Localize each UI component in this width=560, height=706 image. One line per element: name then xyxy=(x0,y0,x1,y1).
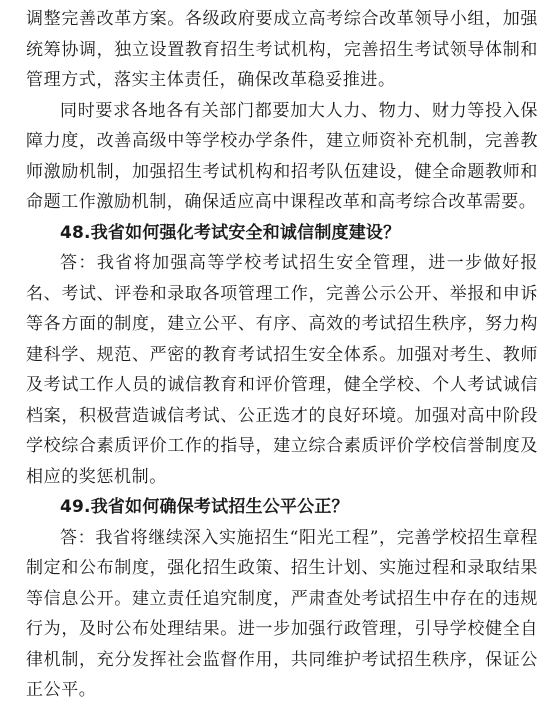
question-heading: 49.我省如何确保考试招生公平公正？ xyxy=(60,497,349,517)
answer-paragraph: 答：我省将加强高等学校考试招生安全管理，进一步做好报名、考试、评卷和录取各项管理工作，完善公示公开、举报和申诉等各方面的制度，建立公平、有序、高效的考试招生秩序，努力构建科学、规范、严密的教育考试招生安全体系。加强对考生、教师及考试工作人员的诚信教育和评价管理，健全学校、个人考试诚信档案，积极营造诚信考试、公正选才的良好环境。加强对高中阶段学校综合素质评价工作的指导，建立综合素质评价学校信誉制度及相应的奖惩机制。 xyxy=(26,253,538,487)
body-paragraph: 同时要求各地各有关部门都要加大人力、物力、财力等投入保障力度，改善高级中等学校办学条件，建立师资补充机制，完善教师激励机制，加强招生考试机构和招考队伍建设，健全命题教师和命题工作激励机制，确保适应高中课程改革和高考综合改革需要。 xyxy=(26,100,538,212)
answer-paragraph: 答：我省将继续深入实施招生“阳光工程”，完善学校招生章程制定和公布制度，强化招生政策、招生计划、实施过程和录取结果等信息公开。建立责任追究制度，严肃查处考试招生中存在的违规行为，及时公布处理结果。进一步加强行政管理，引导学校健全自律机制，充分发挥社会监督作用，共同维护考试招生秩序，保证公正公平。 xyxy=(26,527,538,700)
question-heading: 48.我省如何强化考试安全和诚信制度建设？ xyxy=(60,222,401,243)
body-paragraph: 调整完善改革方案。各级政府要成立高考综合改革领导小组，加强统筹协调，独立设置教育招生考试机构，完善招生考试领导体制和管理方式，落实主体责任，确保改革稳妥推进。 xyxy=(26,9,538,90)
